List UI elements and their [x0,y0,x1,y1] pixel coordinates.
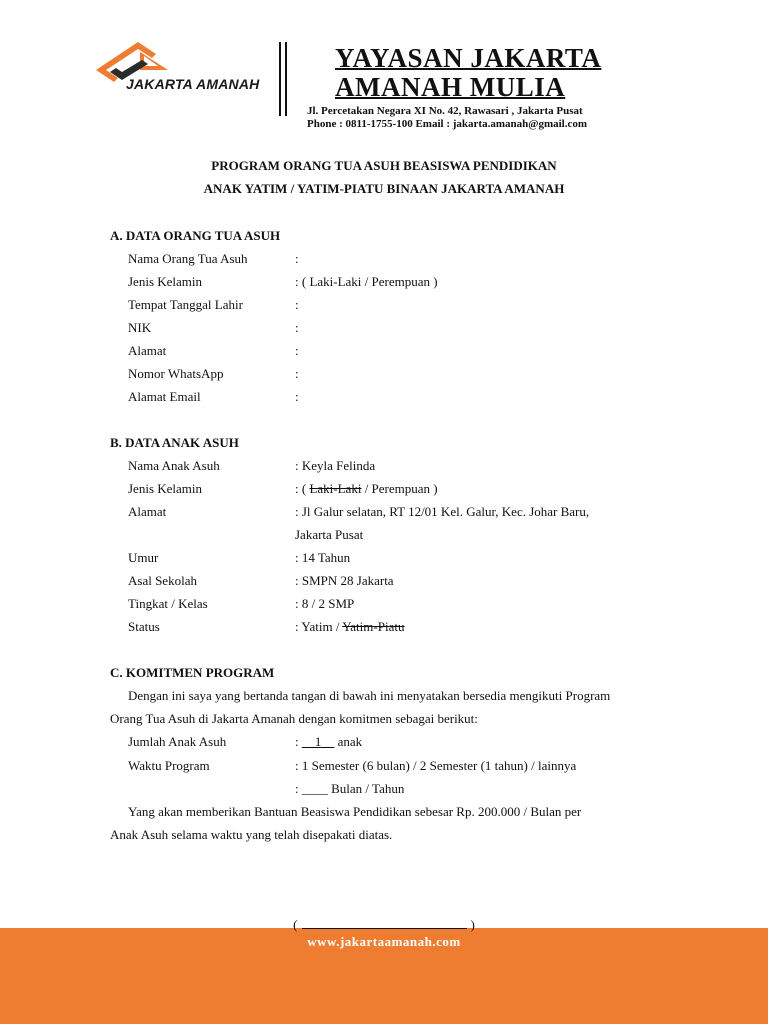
logo-text: JAKARTA AMANAH [126,76,260,92]
commitment-paragraph: Orang Tua Asuh di Jakarta Amanah dengan komitmen sebagai berikut: [110,711,478,726]
struck-option: Yatim-Piatu [342,619,405,634]
field-value: : [295,297,299,312]
website-link[interactable]: www.jakartaamanah.com [307,934,461,949]
field-label: Asal Sekolah [128,573,197,588]
address-line: Jl. Percetakan Negara XI No. 42, Rawasari , Jakarta Pusat [307,105,583,117]
header-divider [279,42,281,116]
jakarta-amanah-logo [96,42,266,102]
value-prefix: : [295,734,302,749]
value-prefix: : [295,781,302,796]
field-label: Alamat [128,343,167,358]
section-a-heading: A. DATA ORANG TUA ASUH [110,228,281,243]
field-value: : 8 / 2 SMP [295,596,355,611]
organization-name: YAYASAN JAKARTA AMANAH MULIA [335,43,602,102]
field-label: Alamat [128,504,167,519]
signature-close: ) [470,917,475,932]
field-label: Nomor WhatsApp [128,366,224,381]
section-b-heading: B. DATA ANAK ASUH [110,435,239,450]
field-label: Jenis Kelamin [128,274,203,289]
commitment-paragraph: Yang akan memberikan Bantuan Beasiswa Pendidikan sebesar Rp. 200.000 / Bulan per [128,804,582,819]
signature-blank [302,917,467,929]
field-value: : ( Laki-Laki / Perempuan ) [295,274,438,289]
value-suffix: Bulan / Tahun [327,781,405,796]
value-prefix: : Yatim / [295,619,343,634]
field-label: Tempat Tanggal Lahir [128,297,243,312]
field-label: NIK [128,320,152,335]
field-label: Waktu Program [128,758,210,773]
blank-line: ____ [301,781,328,796]
field-value [295,481,438,497]
field-label: Umur [128,550,159,565]
signature-open: ( [293,917,298,932]
field-value [295,734,362,750]
field-value: : SMPN 28 Jakarta [295,573,394,588]
commitment-paragraph: Dengan ini saya yang bertanda tangan di bawah ini menyatakan bersedia mengikuti Program [128,688,611,703]
field-value: : [295,389,299,404]
field-value [295,619,404,635]
field-value: : [295,366,299,381]
document-title-line-1: PROGRAM ORANG TUA ASUH BEASISWA PENDIDIKAN [211,158,557,173]
field-value-continued [295,781,404,797]
field-label: Status [128,619,160,634]
value-suffix: / Perempuan ) [361,481,438,496]
value-prefix: : ( [295,481,310,496]
field-label: Nama Orang Tua Asuh [128,251,248,266]
signature-line [0,917,768,933]
document-title-line-2: ANAK YATIM / YATIM-PIATU BINAAN JAKARTA AMANAH [203,181,565,196]
amount-value: __1__ [301,734,335,749]
field-value: : Jl Galur selatan, RT 12/01 Kel. Galur, Kec. Johar Baru, [295,504,590,519]
field-value: : [295,251,299,266]
value-suffix: anak [334,734,363,749]
field-label: Nama Anak Asuh [128,458,220,473]
field-value: : [295,343,299,358]
organization-address [307,105,587,131]
field-label: Alamat Email [128,389,201,404]
section-c-heading: C. KOMITMEN PROGRAM [110,665,275,680]
field-value-continued: Jakarta Pusat [295,527,364,542]
field-value: : 1 Semester (6 bulan) / 2 Semester (1 tahun) / lainnya [295,758,577,773]
struck-option: Laki-Laki [309,481,362,496]
commitment-paragraph: Anak Asuh selama waktu yang telah disepakati diatas. [110,827,393,842]
field-value: : Keyla Felinda [295,458,376,473]
contact-line: Phone : 0811-1755-100 Email : jakarta.amanah@gmail.com [307,118,588,130]
field-label: Tingkat / Kelas [128,596,208,611]
header-divider [285,42,287,116]
field-value: : 14 Tahun [295,550,351,565]
field-label: Jenis Kelamin [128,481,203,496]
field-label: Jumlah Anak Asuh [128,734,227,749]
field-value: : [295,320,299,335]
